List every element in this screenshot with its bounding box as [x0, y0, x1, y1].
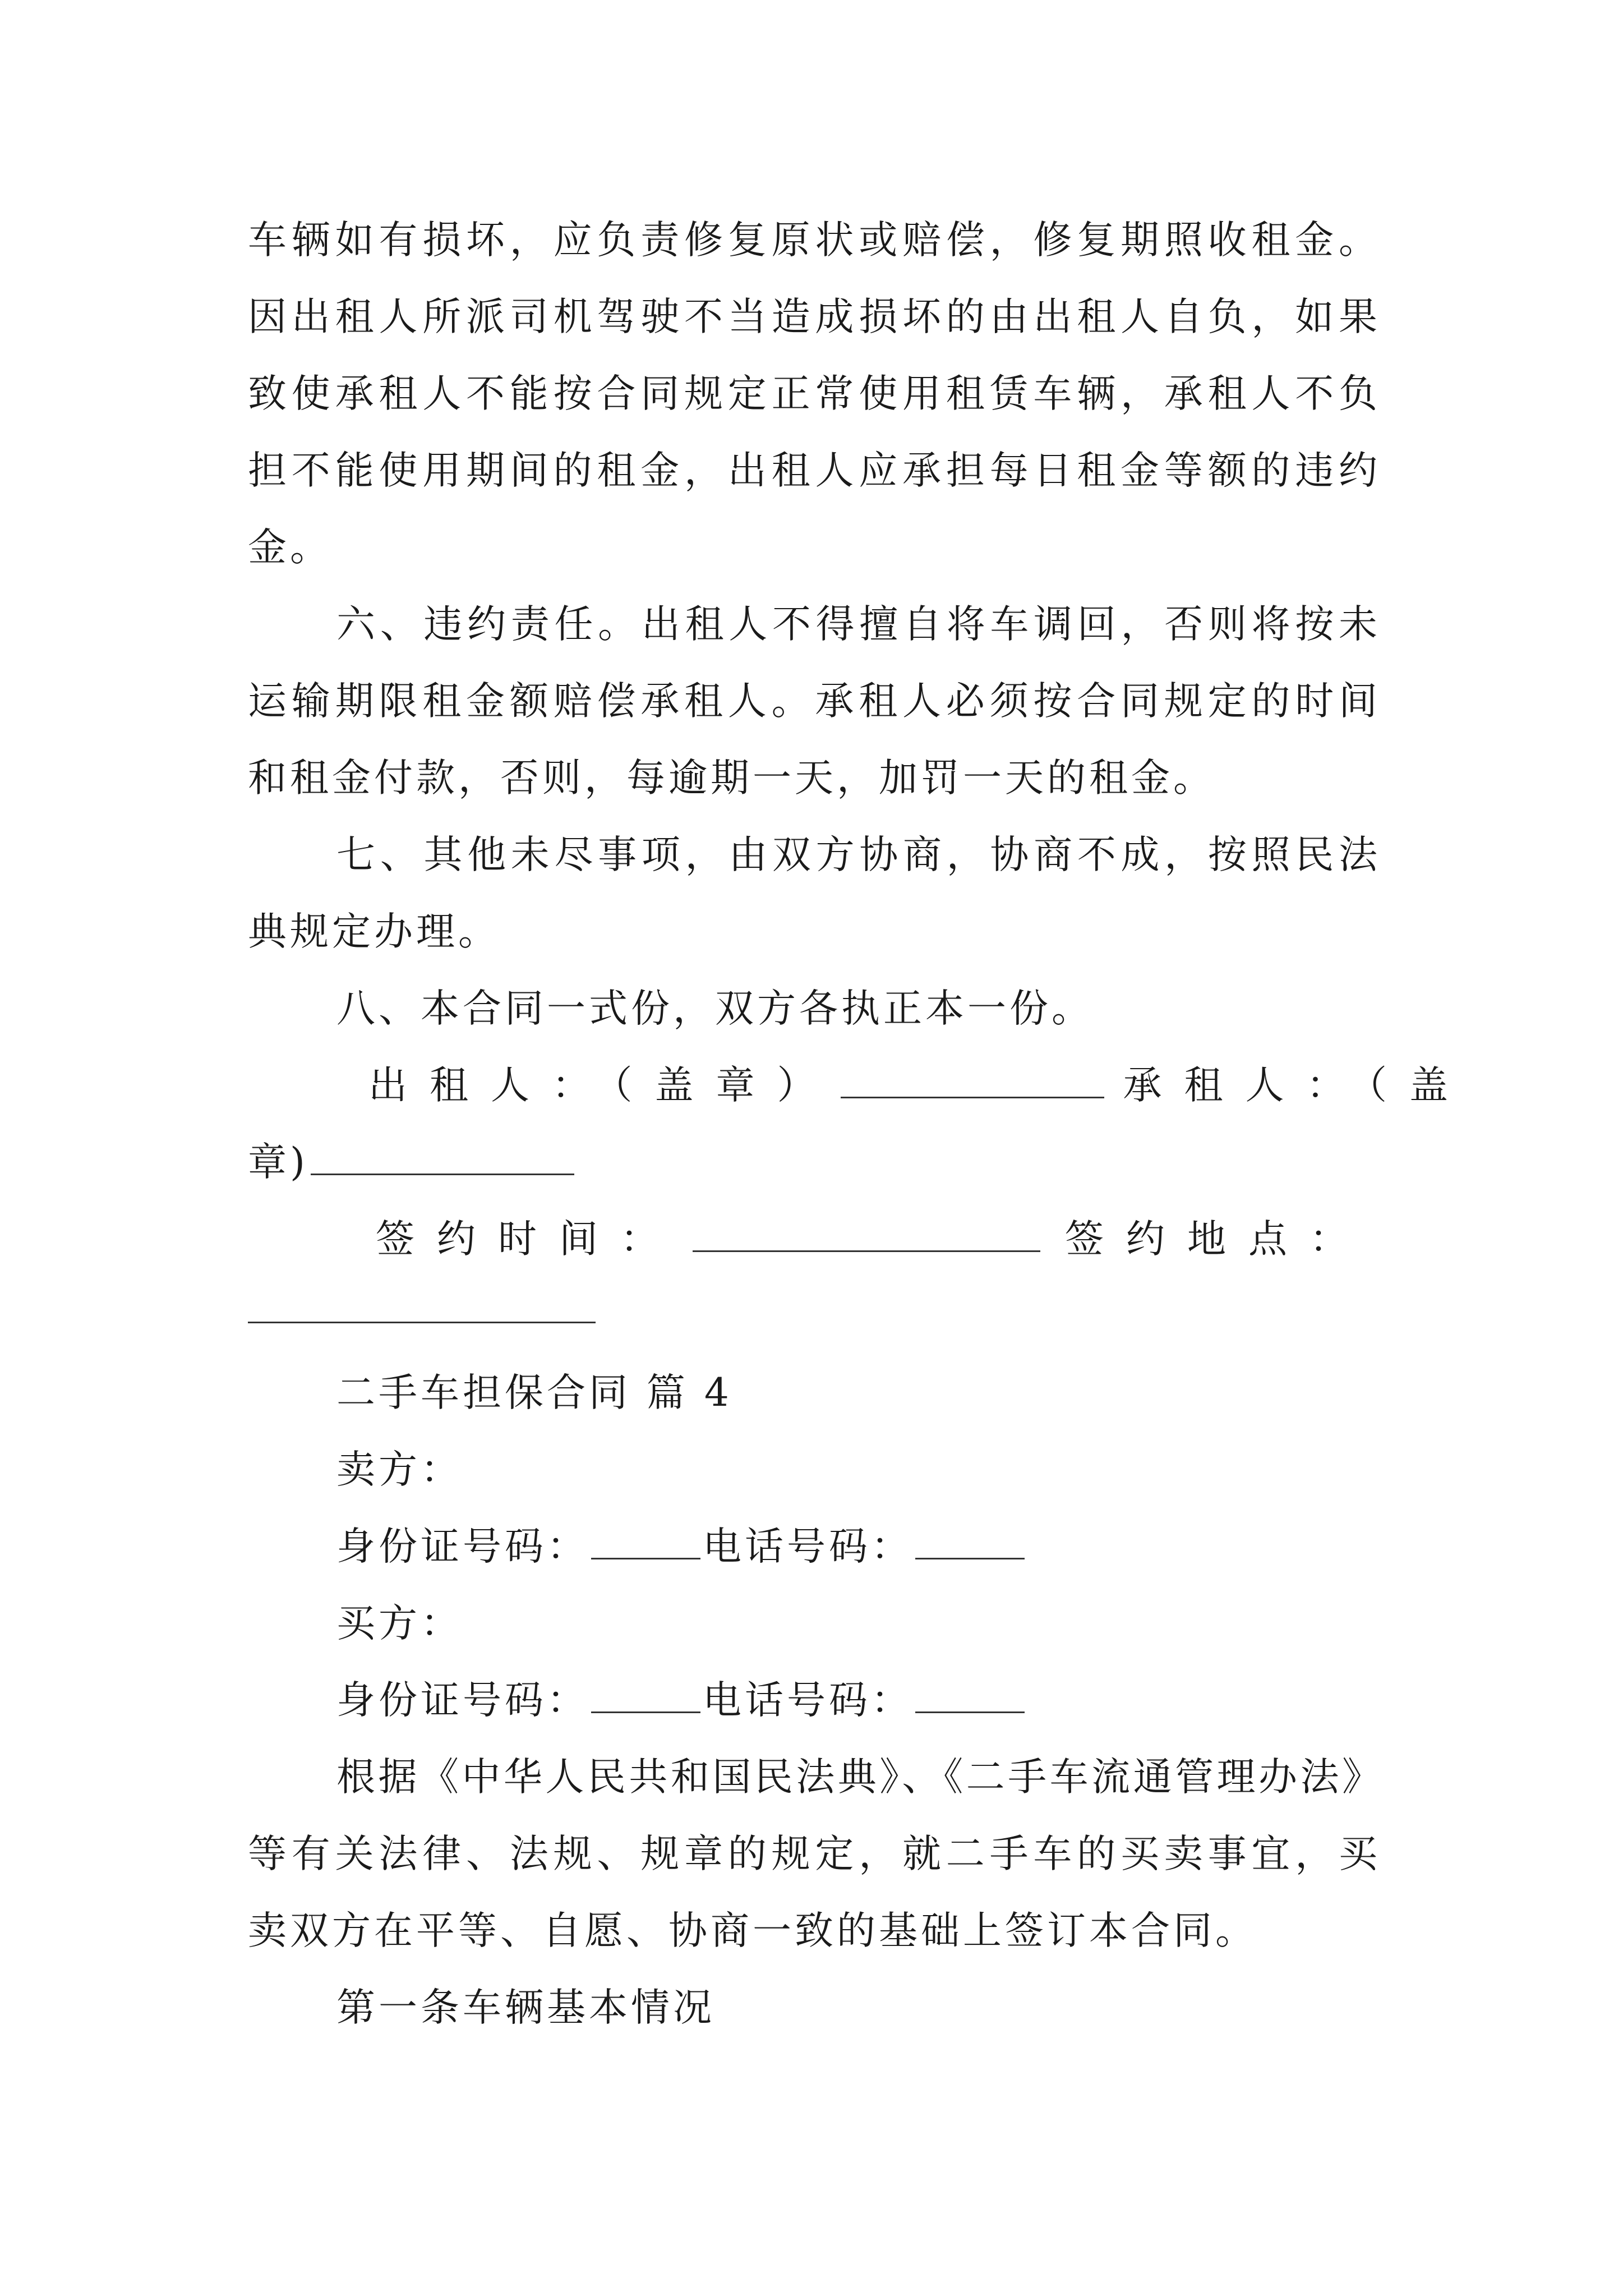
clause-six-line: 六、违约责任。出租人不得擅自将车调回，否则将按未: [336, 602, 1381, 647]
signing-date-blank[interactable]: [693, 1218, 1040, 1252]
buyer-phone-blank[interactable]: [915, 1679, 1025, 1713]
signing-place-row: [248, 1278, 1381, 1355]
signing-date-label: 签约时间：: [376, 1217, 681, 1262]
signing-place-blank[interactable]: [248, 1289, 596, 1323]
seller-id-label: 身份证号码：: [336, 1524, 589, 1569]
seller-id-blank[interactable]: [591, 1525, 700, 1559]
document-body: [248, 202, 1470, 2046]
clause-six-line: 和租金付款，否则，每逾期一天，加罚一天的租金。: [248, 756, 1215, 800]
paragraph-line: 担不能使用期间的租金，出租人应承担每日租金等额的违约: [248, 448, 1381, 493]
buyer-id-blank[interactable]: [591, 1679, 700, 1713]
article-one-heading: 第一条车辆基本情况: [336, 1985, 715, 2030]
lessor-label: 出租人：（盖章）: [368, 1063, 838, 1108]
basis-line: 根据《中华人民共和国民法典》、《二手车流通管理办法》: [336, 1755, 1381, 1800]
lessor-seal-blank[interactable]: [841, 1064, 1104, 1098]
section-heading: 二手车担保合同 篇 4: [336, 1370, 732, 1415]
lessee-seal-blank[interactable]: [311, 1141, 574, 1175]
clause-eight: 八、本合同一式份，双方各执正本一份。: [336, 986, 1094, 1031]
paragraph-line: 车辆如有损坏，应负责修复原状或赔偿，修复期照收租金。: [248, 218, 1381, 263]
lessee-label-cont: 章): [248, 1140, 308, 1185]
buyer-label: 买方：: [336, 1601, 463, 1646]
lessee-label: 承租人：（盖: [1123, 1063, 1470, 1108]
clause-seven-line: 七、其他未尽事项，由双方协商，协商不成，按照民法: [336, 832, 1381, 877]
seller-phone-label: 电话号码：: [703, 1524, 913, 1569]
signing-place-label: 签约地点：: [1065, 1217, 1371, 1262]
paragraph-line: 金。: [248, 525, 332, 570]
buyer-id-row: [248, 1662, 1381, 1739]
paragraph-line: 致使承租人不能按合同规定正常使用租赁车辆，承租人不负: [248, 371, 1381, 416]
clause-six-line: 运输期限租金额赔偿承租人。承租人必须按合同规定的时间: [248, 679, 1381, 724]
seller-label: 卖方：: [336, 1447, 463, 1492]
seller-id-row: [248, 1508, 1381, 1585]
basis-line: 卖双方在平等、自愿、协商一致的基础上签订本合同。: [248, 1908, 1257, 1953]
signature-lessor-row: [248, 1047, 1470, 1124]
paragraph-line: 因出租人所派司机驾驶不当造成损坏的由出租人自负，如果: [248, 295, 1381, 339]
buyer-phone-label: 电话号码：: [703, 1678, 913, 1723]
signing-date-row: [248, 1201, 1381, 1278]
basis-line: 等有关法律、法规、规章的规定，就二手车的买卖事宜，买: [248, 1832, 1381, 1876]
buyer-id-label: 身份证号码：: [336, 1678, 589, 1723]
seller-phone-blank[interactable]: [915, 1525, 1025, 1559]
clause-seven-line: 典规定办理。: [248, 909, 500, 954]
signature-lessee-row: [248, 1124, 1381, 1201]
